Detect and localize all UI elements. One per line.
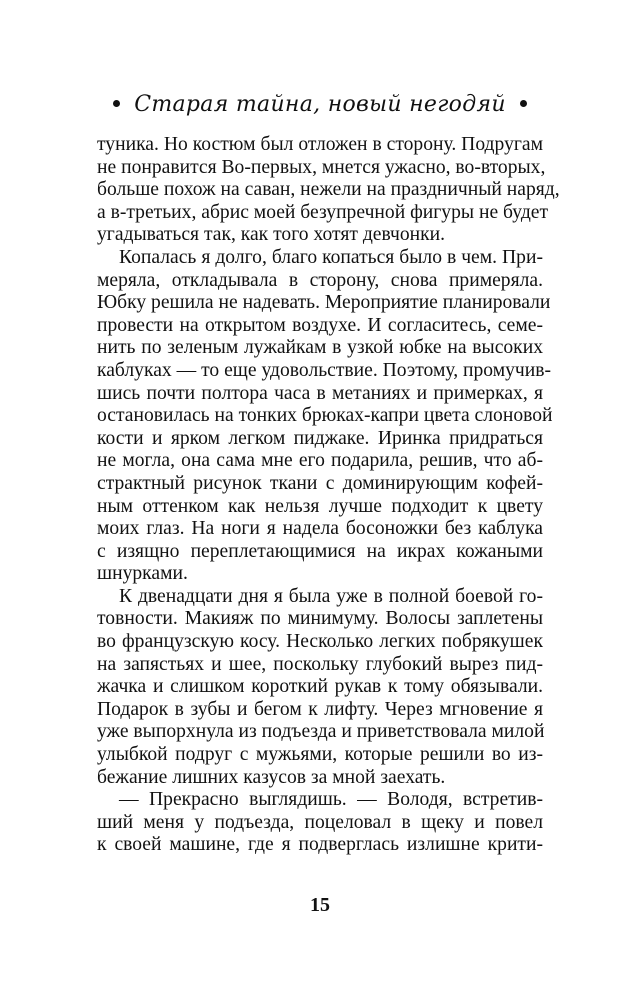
- text-line: каблуках — то еще удовольствие. Поэтому, промучив-: [97, 359, 552, 381]
- text-line: уже выпорхнула из подъезда и приветствовала милой: [97, 721, 545, 743]
- text-line: ший меня у подъезда, поцеловал в щеку и повел: [97, 811, 543, 833]
- bullet-right-icon: [520, 100, 527, 107]
- text-line: на запястьях и шее, поскольку глубокий вырез пид-: [97, 653, 543, 675]
- running-header-title: Старая тайна, новый негодяй: [134, 92, 506, 117]
- text-line: к своей машине, где я подверглась излишне крити-: [97, 834, 543, 856]
- text-line: нить по зеленым лужайкам в узкой юбке на высоких: [97, 337, 543, 359]
- text-line: не могла, она сама мне его подарила, решив, что аб-: [97, 450, 543, 472]
- running-header: [0, 92, 640, 117]
- text-line: Подарок в зубы и бегом к лифту. Через мгновение я: [97, 698, 543, 720]
- text-line: жачка и слишком короткий рукав к тому обязывали.: [97, 676, 543, 698]
- text-line: больше похож на саван, нежели на праздничный наряд,: [97, 179, 560, 201]
- body-text: [97, 134, 560, 857]
- text-line: Юбку решила не надевать. Мероприятие планировали: [97, 292, 551, 314]
- text-line: во французскую косу. Несколько легких побрякушек: [97, 631, 543, 653]
- text-line: К двенадцати дня я была уже в полной боевой го-: [119, 585, 543, 607]
- text-line: не понравится Во-первых, мнется ужасно, во-вторых,: [97, 156, 546, 178]
- text-line: моих глаз. На ноги я надела босоножки без каблука: [97, 518, 543, 540]
- text-line: угадываться так, как того хотят девчонки.: [97, 224, 446, 246]
- text-line: Копалась я долго, благо копаться было в чем. При-: [119, 246, 543, 268]
- bullet-left-icon: [113, 100, 120, 107]
- text-line: товности. Макияж по минимуму. Волосы заплетены: [97, 608, 543, 630]
- text-line: остановилась на тонких брюках-капри цвета слоновой: [97, 405, 553, 427]
- text-line: шнурками.: [97, 563, 188, 585]
- text-line: — Прекрасно выглядишь. — Володя, встретив-: [119, 789, 543, 811]
- page-number: 15: [310, 894, 330, 916]
- text-line: меряла, откладывала в сторону, снова примеряла.: [97, 269, 543, 291]
- text-line: шись почти полтора часа в метаниях и примерках, я: [97, 382, 543, 404]
- text-line: с изящно переплетающимися на икрах кожаными: [97, 540, 543, 562]
- text-line: улыбкой подруг с мужьями, которые решили во из-: [97, 744, 543, 766]
- text-line: страктный рисунок ткани с доминирующим кофей-: [97, 472, 543, 494]
- text-line: провести на открытом воздухе. И согласитесь, семе-: [97, 314, 543, 336]
- text-line: кости и ярком легком пиджаке. Иринка придраться: [97, 427, 543, 449]
- text-line: бежание лишних казусов за мной заехать.: [97, 766, 446, 788]
- text-line: а в-третьих, абрис моей безупречной фигуры не будет: [97, 201, 549, 223]
- text-line: ным оттенком как нельзя лучше подходит к цвету: [97, 495, 543, 517]
- text-line: туника. Но костюм был отложен в сторону. Подругам: [97, 134, 543, 155]
